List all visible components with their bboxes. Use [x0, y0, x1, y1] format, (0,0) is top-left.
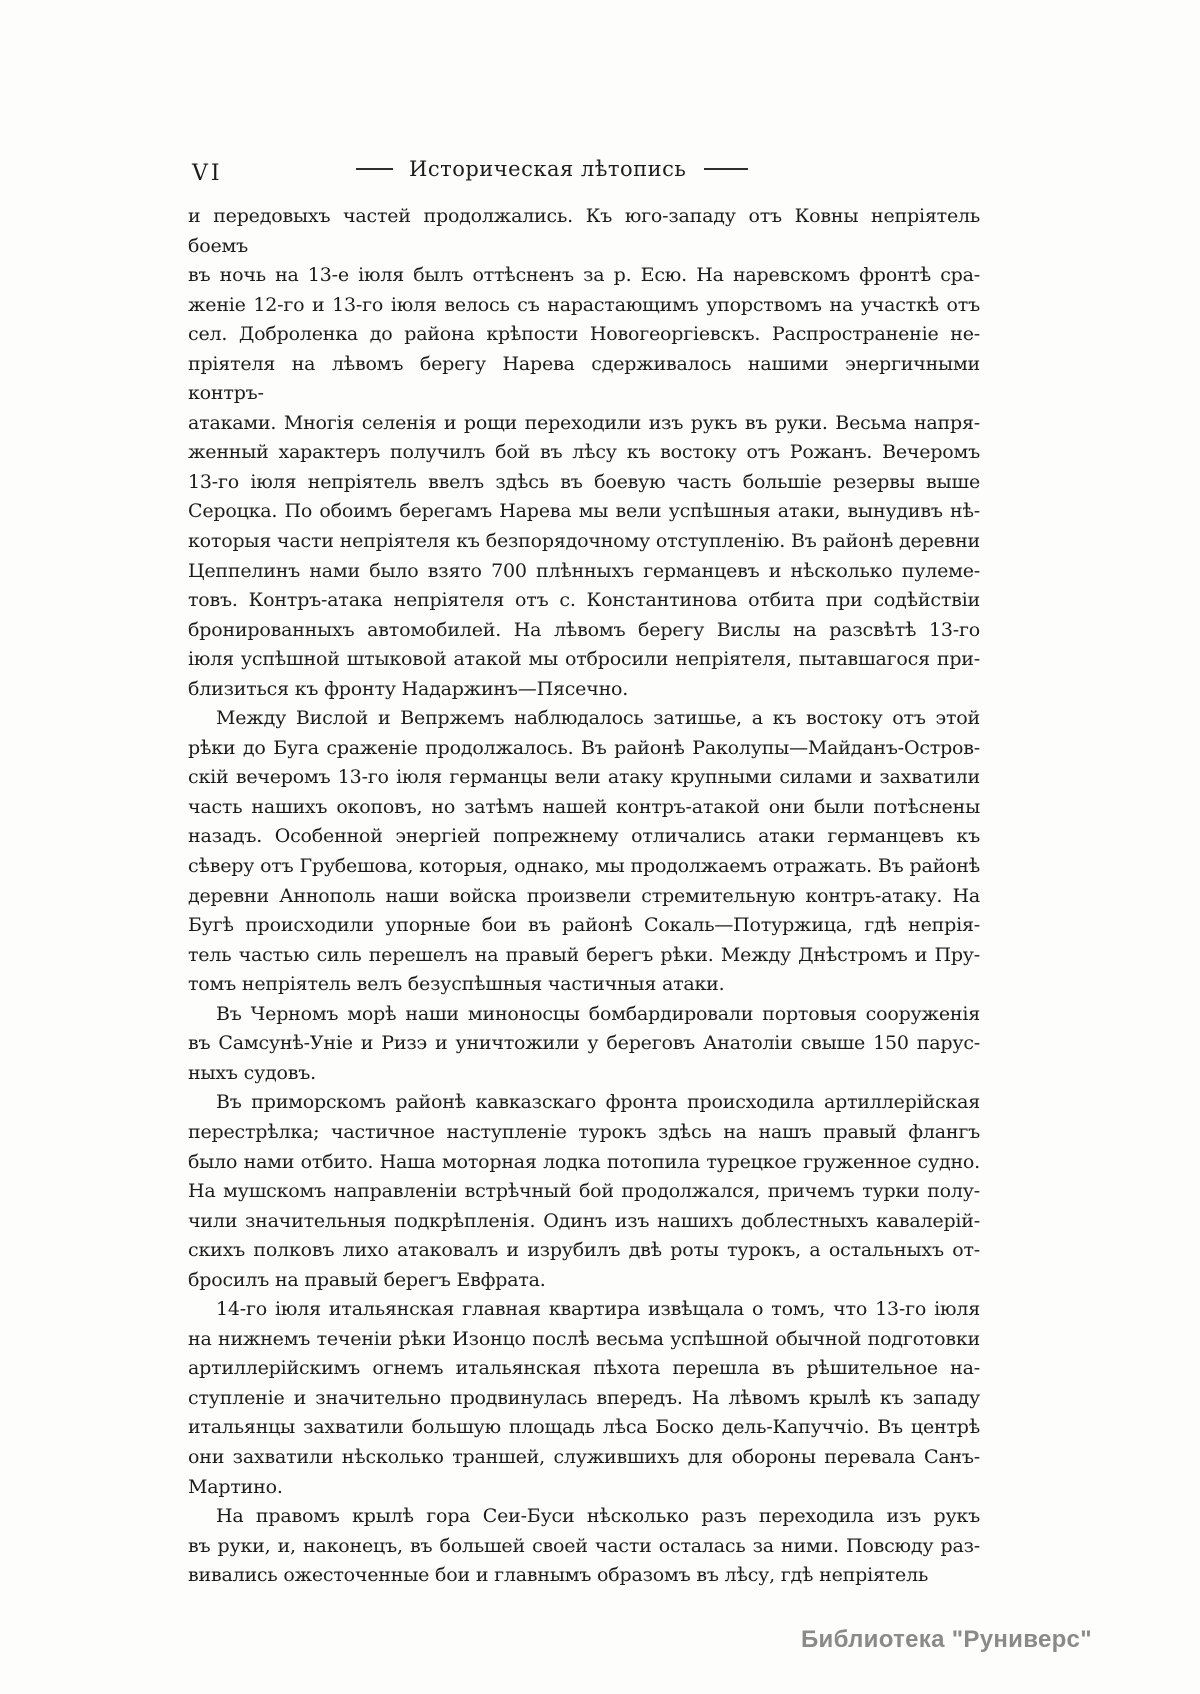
text-line: 13-го іюля непріятель ввелъ здѣсь въ боевую часть большіе резервы выше [188, 470, 980, 493]
text-line: товъ. Контръ-атака непріятеля отъ с. Константинова отбита при содѣйствіи [188, 589, 980, 612]
text-line: было нами отбито. Наша моторная лодка потопила турецкое груженное судно. [188, 1150, 980, 1173]
text-line: скихъ полковъ лихо атаковалъ и изрубилъ двѣ роты турокъ, а остальныхъ от- [188, 1239, 980, 1262]
text-line: сѣверу отъ Грубешова, которыя, однако, мы продолжаемъ отражать. Въ районѣ [188, 855, 980, 878]
page-body-text [188, 202, 980, 1591]
text-line: въ ночь на 13-е іюля былъ оттѣсненъ за р. Есю. На наревскомъ фронтѣ сра- [188, 264, 980, 287]
text-line: тель частью силь перешелъ на правый берегъ рѣки. Между Днѣстромъ и Пру- [188, 943, 980, 966]
text-line: іюля успѣшной штыковой атакой мы отбросили непріятеля, пытавшагося при- [188, 648, 980, 671]
library-watermark: Библиотека "Руниверс" [801, 1626, 1092, 1653]
text-line: Сероцка. По обоимъ берегамъ Нарева мы вели успѣшныя атаки, вынудивъ нѣ- [188, 500, 980, 523]
text-line: Мартино. [188, 1475, 283, 1498]
text-line: въ Самсунѣ-Уніе и Ризэ и уничтожили у береговъ Анатоліи свыше 150 парус- [188, 1032, 980, 1055]
text-line: вивались ожесточенные бои и главнымъ образомъ въ лѣсу, гдѣ непріятель [188, 1564, 929, 1587]
text-line: скій вечеромъ 13-го іюля германцы вели атаку крупными силами и захватили [188, 766, 980, 789]
text-line: Цеппелинъ нами было взято 700 плѣнныхъ германцевъ и нѣсколько пулеме- [188, 559, 980, 582]
text-line: бронированныхъ автомобилей. На лѣвомъ берегу Вислы на разсвѣтѣ 13-го [188, 618, 980, 641]
text-line: женный характеръ получилъ бой въ лѣсу къ востоку отъ Рожанъ. Вечеромъ [188, 441, 980, 464]
text-line: На правомъ крылѣ гора Сеи-Буси нѣсколько разъ переходила изъ рукъ [216, 1505, 980, 1528]
text-line: ныхъ судовъ. [188, 1061, 317, 1084]
text-line: и передовыхъ частей продолжались. Къ юго-западу отъ Ковны непріятель боемъ [188, 205, 980, 257]
text-line: часть нашихъ окоповъ, но затѣмъ нашей контръ-атакой они были потѣснены [188, 795, 980, 818]
text-line: артиллерійскимъ огнемъ итальянская пѣхота перешла въ рѣшительное на- [188, 1357, 980, 1380]
text-line: атаками. Многія селенія и рощи переходили изъ рукъ въ руки. Весьма напря- [188, 411, 980, 434]
text-line: рѣки до Буга сраженіе продолжалось. Въ районѣ Раколупы—Майданъ-Остров- [188, 736, 980, 759]
text-line: томъ непріятель велъ безуспѣшныя частичныя атаки. [188, 973, 725, 996]
text-line: женіе 12-го и 13-го іюля велось съ нарастающимъ упорствомъ на участкѣ отъ [188, 293, 980, 316]
text-line: въ руки, и, наконецъ, въ большей своей части осталась за ними. Повсюду раз- [188, 1534, 980, 1557]
text-line: Въ Черномъ морѣ наши миноносцы бомбардировали портовыя сооруженія [216, 1002, 980, 1025]
text-line: Бугѣ происходили упорные бои въ районѣ Сокаль—Потуржица, гдѣ непрія- [188, 914, 980, 937]
text-line: перестрѣлка; частичное наступленіе турокъ здѣсь на нашъ правый флангъ [188, 1120, 980, 1143]
header-rule-right [704, 168, 748, 170]
text-line: они захватили нѣсколько траншей, служившихъ для обороны перевала Санъ- [188, 1445, 980, 1468]
running-head-title: Историческая лѣтопись [409, 157, 687, 181]
text-line: итальянцы захватили большую площадь лѣса Боско дель-Капуччіо. Въ центрѣ [188, 1416, 980, 1439]
text-line: На мушскомъ направленіи встрѣчный бой продолжался, причемъ турки полу- [188, 1180, 980, 1203]
text-line: которыя части непріятеля къ безпорядочному отступленію. Въ районѣ деревни [188, 530, 980, 553]
running-head-block [356, 157, 748, 181]
header-rule-left [356, 168, 393, 170]
text-line: сел. Доброленка до района крѣпости Новогеоргіевскъ. Распространеніе не- [188, 323, 980, 346]
text-line: назадъ. Особенной энергіей попрежнему отличались атаки германцевъ къ [188, 825, 980, 848]
text-line: Въ приморскомъ районѣ кавказскаго фронта происходила артиллерійская [216, 1091, 980, 1114]
text-line: близиться къ фронту Надаржинъ—Пясечно. [188, 677, 629, 700]
text-line: ступленіе и значительно продвинулась впередъ. На лѣвомъ крылѣ къ западу [188, 1386, 980, 1409]
text-line: деревни Аннополь наши войска произвели стремительную контръ-атаку. На [188, 884, 980, 907]
text-line: бросилъ на правый берегъ Евфрата. [188, 1268, 546, 1291]
text-line: 14-го іюля итальянская главная квартира извѣщала о томъ, что 13-го іюля [216, 1298, 980, 1321]
text-line: пріятеля на лѣвомъ берегу Нарева сдерживалось нашими энергичными контръ- [188, 352, 980, 405]
text-line: Между Вислой и Вепржемъ наблюдалось затишье, а къ востоку отъ этой [216, 707, 980, 730]
text-line: чили значительныя подкрѣпленія. Одинъ изъ нашихъ доблестныхъ кавалерій- [188, 1209, 980, 1232]
text-line: на нижнемъ теченіи рѣки Изонцо послѣ весьма успѣшной обычной подготовки [188, 1327, 980, 1350]
page-header [0, 145, 1200, 197]
page-number: VI [192, 161, 223, 186]
